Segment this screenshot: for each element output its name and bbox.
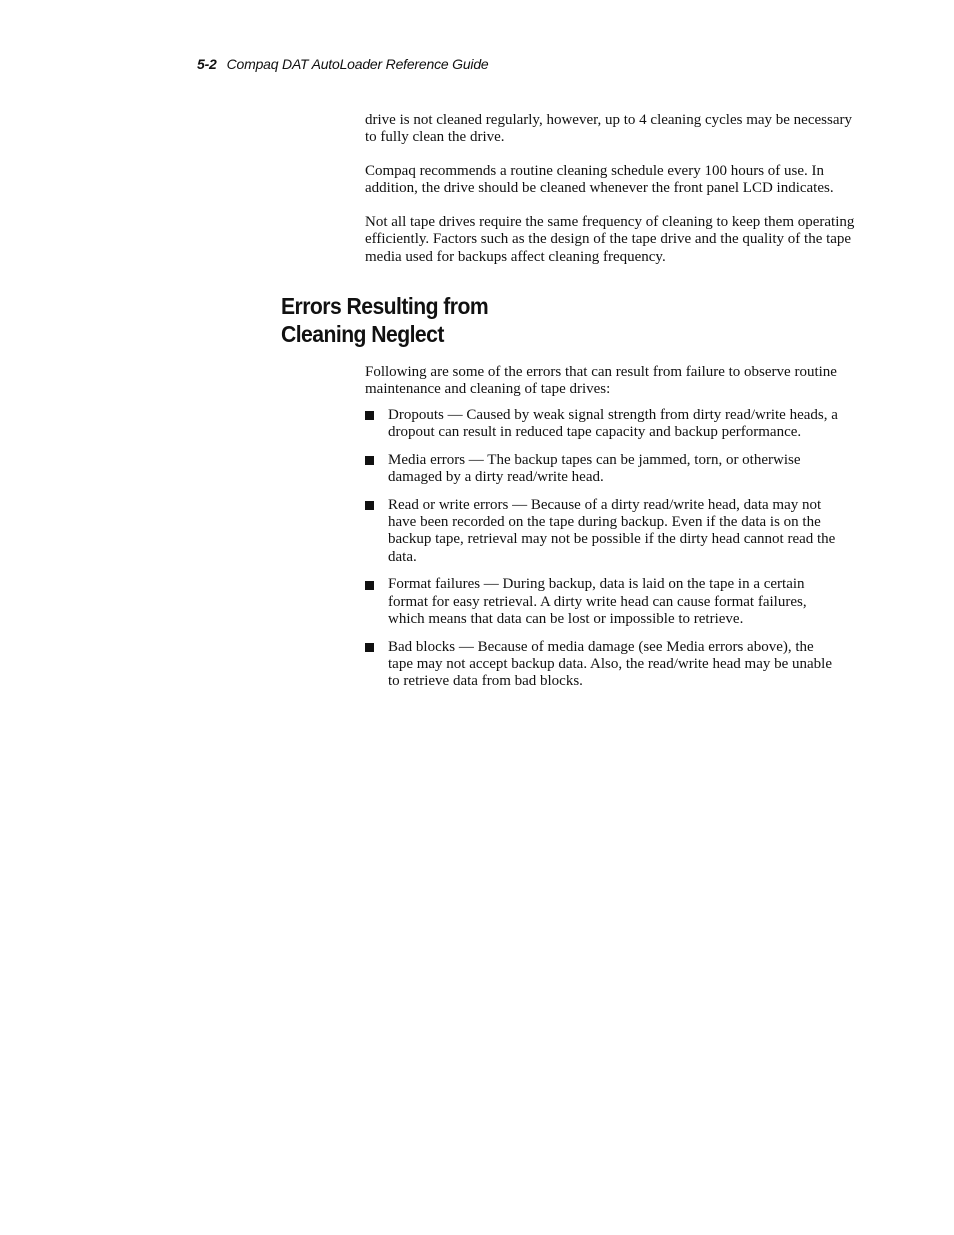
list-item-text: Bad blocks — Because of media damage (see Media errors above), the tape may not accept backup data. Also, the read/write head may be unable to retrieve data from bad blocks.	[388, 638, 832, 690]
list-item	[365, 639, 840, 691]
section-heading-line: Cleaning Neglect	[281, 321, 444, 347]
square-bullet-icon	[365, 501, 374, 510]
square-bullet-icon	[365, 456, 374, 465]
square-bullet-icon	[365, 581, 374, 590]
document-title: Compaq DAT AutoLoader Reference Guide	[226, 56, 489, 72]
section-body	[365, 364, 865, 701]
section-heading-line: Errors Resulting from	[281, 293, 489, 319]
paragraph: Not all tape drives require the same frequency of cleaning to keep them operating efficiently. Factors such as the design of the tape drive and the quality of the tape media used for backups affect cleaning frequency.	[365, 214, 855, 265]
list-item-text: Read or write errors — Because of a dirty read/write head, data may not have been recorded on the tape during backup. Even if the data is on the backup tape, retrieval may not be possible if the dirty head cannot read the data.	[388, 496, 836, 565]
paragraph: drive is not cleaned regularly, however, up to 4 cleaning cycles may be necessary to fully clean the drive.	[365, 112, 852, 146]
section-lead: Following are some of the errors that can result from failure to observe routine maintenance and cleaning of tape drives:	[365, 364, 837, 398]
running-header	[197, 56, 489, 72]
list-item	[365, 452, 840, 487]
list-item	[365, 497, 840, 566]
square-bullet-icon	[365, 643, 374, 652]
list-item	[365, 576, 840, 628]
page-number: 5-2	[197, 56, 217, 72]
error-list	[365, 407, 840, 691]
intro-text	[365, 112, 865, 283]
square-bullet-icon	[365, 411, 374, 420]
list-item-text: Format failures — During backup, data is laid on the tape in a certain format for easy retrieval. A dirty write head can cause format failures, which means that data can be lost or impossible to retrieve.	[388, 576, 807, 628]
list-item-text: Media errors — The backup tapes can be jammed, torn, or otherwise damaged by a dirty read/write head.	[388, 451, 801, 485]
list-item	[365, 407, 840, 442]
paragraph: Compaq recommends a routine cleaning schedule every 100 hours of use. In addition, the drive should be cleaned whenever the front panel LCD indicates.	[365, 163, 834, 197]
list-item-text: Dropouts — Caused by weak signal strength from dirty read/write heads, a dropout can result in reduced tape capacity and backup performance.	[388, 406, 838, 440]
section-heading	[281, 292, 488, 348]
